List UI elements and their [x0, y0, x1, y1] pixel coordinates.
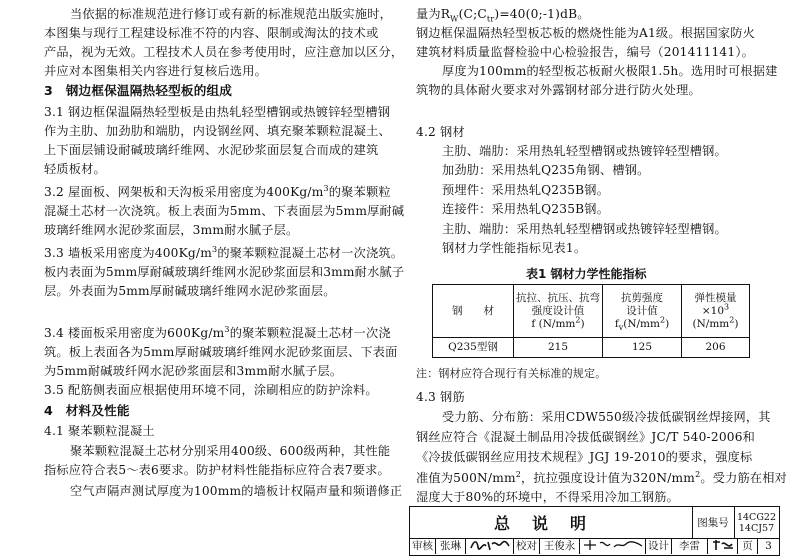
superscript: 2	[729, 315, 735, 324]
table-note: 注：钢材应符合现行有关标准的规定。	[416, 367, 607, 380]
paragraph-line: 筑。板上表面各为5mm厚耐碱玻璃纤维网水泥砂浆面层、下表面	[44, 345, 398, 359]
text-span: 3.3 墙板采用密度为400Kg/m	[44, 246, 213, 260]
text-span: ，抗拉强度设计值为320N/mm	[521, 471, 696, 485]
paragraph-line: 作为主肋、加劲肋和端肋，内设钢丝网、填充聚苯颗粒混凝土、	[44, 124, 391, 138]
text-span: 的聚苯颗粒	[328, 185, 391, 199]
design-label: 设计	[646, 538, 672, 554]
paragraph-line: 钢边框保温隔热轻型板芯板的燃烧性能为A1级。根据国家防火	[416, 26, 756, 40]
text-span: )=40(0;-1)dB。	[494, 7, 590, 21]
header-line: 强度设计值	[531, 304, 585, 317]
section-heading-4: 4 材料及性能	[44, 403, 130, 418]
paragraph-line: 上下面层铺设耐碱玻璃纤维网、水泥砂浆面层复合而成的建筑	[44, 143, 379, 157]
paragraph-line	[416, 470, 787, 486]
review-signature	[466, 538, 514, 554]
superscript: 2	[515, 469, 522, 479]
paragraph-line: 3.5 配筋侧表面应根据使用环境不同，涂刷相应的防护涂料。	[44, 383, 378, 397]
design-signature	[708, 538, 738, 554]
paragraph-line: 本图集与现行工程建设标准不符的内容、限制或淘汰的技术或	[44, 26, 379, 40]
paragraph-line: 聚苯颗粒混凝土芯材分别采用400级、600级两种，其性能	[70, 444, 391, 458]
paragraph-line	[416, 6, 590, 22]
table-title: 表1 钢材力学性能指标	[526, 267, 647, 281]
section-heading-3: 3 钢边框保温隔热轻型板的组成	[44, 83, 233, 98]
text-span: f (N/mm	[531, 317, 576, 330]
paragraph-line: 预埋件：采用热轧Q235B钢。	[442, 183, 610, 197]
atlas-number	[734, 507, 779, 539]
header-line	[516, 315, 600, 331]
header-cell: 钢 材	[433, 285, 514, 338]
header-line	[684, 315, 747, 331]
superscript: 3	[323, 183, 329, 193]
signature-scribble	[710, 538, 736, 552]
table-header-row	[433, 285, 750, 338]
paragraph-line	[44, 184, 391, 200]
signature-scribble	[468, 538, 512, 552]
table-cell: Q235型钢	[433, 338, 514, 358]
paragraph-line: 钢材力学性能指标见表1。	[442, 241, 587, 255]
subscript: tr	[486, 14, 495, 24]
text-span: 3.4 楼面板采用密度为600Kg/m	[44, 326, 225, 340]
header-cell	[514, 285, 603, 338]
paragraph-line	[44, 245, 403, 261]
paragraph-line: 连接件：采用热轧Q235B钢。	[442, 202, 610, 216]
check-label: 校对	[514, 538, 540, 554]
paragraph-line: 指标应符合表5～表6要求。防护材料性能指标应符合表7要求。	[44, 463, 390, 477]
paragraph-line: 空气声隔声测试厚度为100mm的墙板计权隔声量和频谱修正	[70, 484, 403, 498]
text-span: (N/mm	[692, 317, 730, 330]
text-span: 3.2 屋面板、网架板和天沟板采用密度为400Kg/m	[44, 185, 324, 199]
paragraph-line: 受力筋、分布筋：采用CDW550级冷拔低碳钢丝焊接网，其	[442, 410, 771, 424]
text-span: (C;C	[458, 7, 487, 21]
header-line: 弹性模量	[694, 291, 737, 304]
header-line	[605, 315, 679, 332]
paragraph-line: 产品，视为无效。工程技术人员在参考使用时，应注意加以区分，	[44, 45, 404, 59]
review-name: 张琳	[436, 538, 466, 554]
superscript: 3	[212, 244, 218, 254]
text-span: )	[665, 317, 670, 330]
table-cell: 206	[682, 338, 750, 358]
header-cell	[682, 285, 750, 338]
sheet-title: 总说明	[410, 507, 693, 539]
page-number: 3	[765, 540, 772, 552]
paragraph-line: 湿度大于80%的环境中，不得采用冷加工钢筋。	[416, 490, 680, 504]
title-block	[409, 506, 780, 556]
superscript: 2	[575, 315, 581, 324]
paragraph-line: 4.1 聚苯颗粒混凝土	[44, 424, 155, 438]
paragraph-line: 《冷拔低碳钢丝应用技术规程》JGJ 19-2010的要求，强度标	[416, 450, 753, 464]
check-name: 王俊永	[540, 538, 580, 554]
table-cell: 215	[514, 338, 603, 358]
superscript: 2	[659, 315, 666, 324]
review-label: 审核	[410, 538, 436, 554]
superscript: 3	[224, 324, 230, 334]
signature-scribble	[582, 538, 644, 552]
paragraph-line: 为5mm耐碱玻纤网水泥砂浆面层和3mm耐水腻子层。	[44, 364, 343, 378]
text-span: ×10	[701, 304, 725, 317]
paragraph-line: 玻璃纤维网水泥砂浆面层，3mm耐水腻子层。	[44, 223, 299, 237]
page-label: 页	[738, 538, 758, 554]
header-line: 抗剪强度	[621, 291, 663, 304]
header-line: 抗拉、抗压、抗弯	[516, 291, 600, 304]
paragraph-line: 当依据的标准规范进行修订或有新的标准规范出版实施时，	[70, 7, 393, 21]
paragraph-line: 筑物的具体耐火要求对外露钢材部分进行防火处理。	[416, 83, 701, 97]
atlas-number-line: 14CG22	[736, 511, 777, 523]
paragraph-line: 厚度为100mm的轻型板芯板耐火极限1.5h。选用时可根据建	[442, 64, 778, 78]
paragraph-line: 3.1 钢边框保温隔热轻型板是由热轧轻型槽钢或热镀锌轻型槽钢	[44, 105, 391, 119]
text-span: f	[614, 317, 619, 330]
paragraph-line: 钢丝应符合《混凝土制品用冷拔低碳钢丝》JC/T 540-2006和	[416, 430, 756, 444]
table-row	[433, 338, 750, 358]
atlas-number-label: 图集号	[692, 507, 735, 539]
text-span: 的聚苯颗粒混凝土芯材一次浇	[229, 326, 391, 340]
subsection-heading: 4.2 钢材	[416, 125, 465, 139]
header-cell	[603, 285, 682, 338]
text-span: 量为R	[416, 7, 451, 21]
paragraph-line: 混凝土芯材一次浇筑。板上表面为5mm、下表面层为5mm厚耐碱	[44, 204, 405, 218]
header-line: 设计值	[626, 304, 658, 317]
text-span: 的聚苯颗粒混凝土芯材一次浇筑。	[217, 246, 404, 260]
header-line	[684, 302, 747, 318]
text-span: )	[580, 317, 585, 330]
signature-row	[410, 538, 779, 554]
text-span: 。受力筋在相对	[700, 471, 788, 485]
atlas-number-line: 14CJ57	[738, 522, 775, 534]
subsection-heading: 4.3 钢筋	[416, 390, 465, 404]
paragraph-line: 板内表面为5mm厚耐碱玻璃纤维网水泥砂浆面层和3mm耐水腻子	[44, 265, 405, 279]
subscript: W	[450, 14, 459, 24]
table-cell: 125	[603, 338, 682, 358]
paragraph-line: 并应对本图集相关内容进行复核后选用。	[44, 64, 267, 78]
superscript: 3	[724, 302, 730, 311]
check-signature	[580, 538, 646, 554]
text-span: )	[734, 317, 739, 330]
design-name: 李雷	[672, 538, 708, 554]
paragraph-line: 轻质板材。	[44, 162, 106, 176]
paragraph-line	[44, 325, 391, 341]
steel-properties-table	[432, 284, 750, 358]
paragraph-line: 主肋、端肋：采用热轧轻型槽钢或热镀锌轻型槽钢。	[442, 144, 727, 158]
text-span: (N/mm	[623, 317, 660, 330]
paragraph-line: 建筑材料质量监督检验中心检验报告，编号（201411141）。	[416, 45, 755, 59]
paragraph-line: 加劲肋：采用热轧Q235角钢、槽钢。	[442, 163, 650, 177]
paragraph-line: 层。外表面为5mm厚耐碱玻璃纤维网水泥砂浆面层。	[44, 284, 336, 298]
text-span: 准值为500N/mm	[416, 471, 516, 485]
paragraph-line: 主肋、端肋：采用热轧轻型槽钢或热镀锌轻型槽钢。	[442, 222, 727, 236]
superscript: 2	[695, 469, 701, 479]
subscript: v	[618, 322, 624, 332]
